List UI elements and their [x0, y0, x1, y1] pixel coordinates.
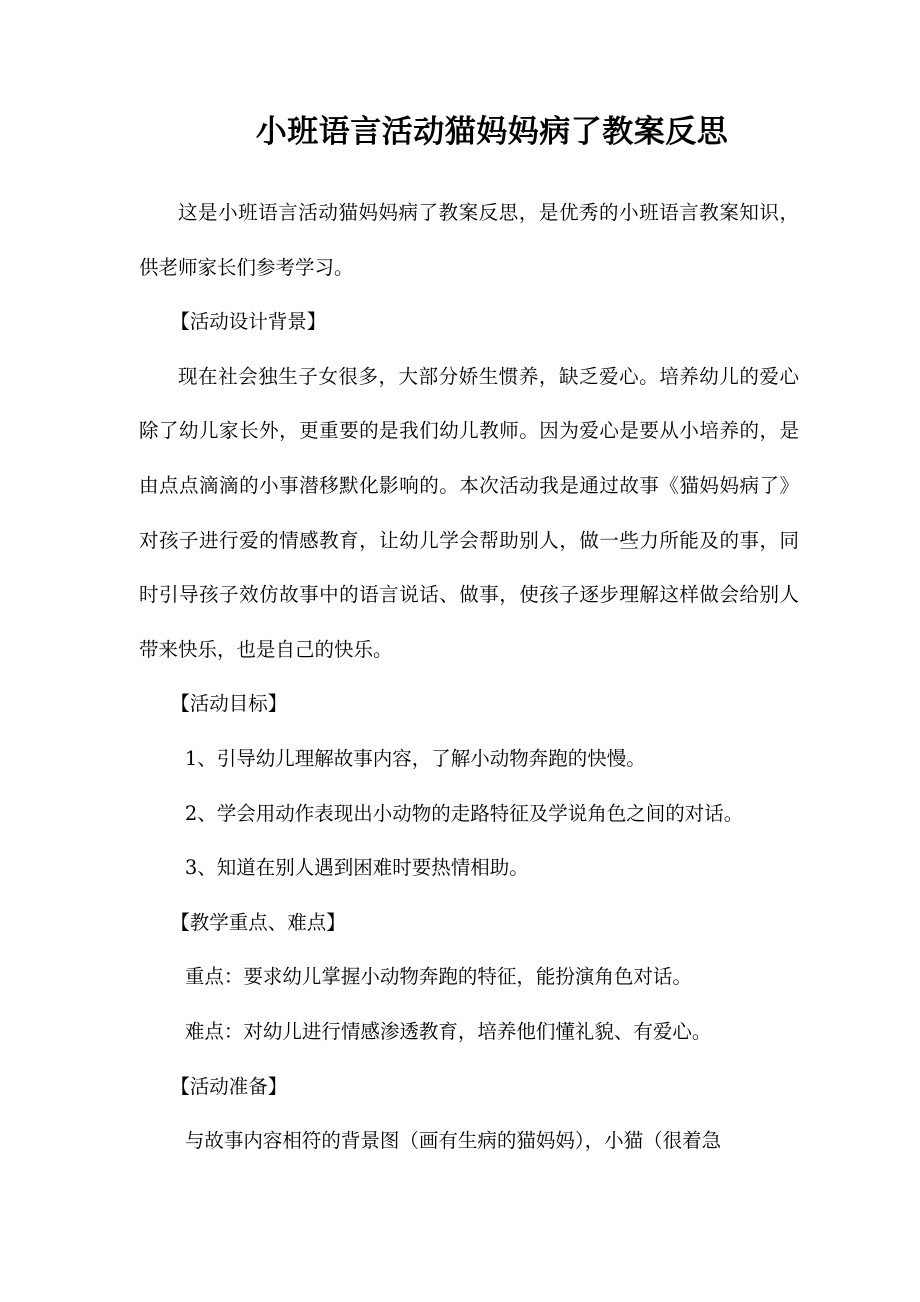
background-heading: 【活动设计背景】 — [170, 310, 327, 334]
goal-item: 1、引导幼儿理解故事内容，了解小动物奔跑的快慢。 — [184, 746, 646, 770]
document-body — [139, 186, 799, 1169]
goals-heading: 【活动目标】 — [170, 692, 288, 716]
preparation-heading: 【活动准备】 — [170, 1074, 288, 1098]
preparation-paragraph: 与故事内容相符的背景图（画有生病的猫妈妈），小猫（很着急 — [184, 1129, 722, 1153]
goal-item: 2、学会用动作表现出小动物的走路特征及学说角色之间的对话。 — [184, 801, 744, 825]
difficult-point-text: 难点：对幼儿进行情感渗透教育，培养他们懂礼貌、有爱心。 — [184, 1019, 712, 1043]
goal-item: 3、知道在别人遇到困难时要热情相助。 — [184, 856, 529, 880]
background-paragraph: 现在社会独生子女很多，大部分娇生惯养，缺乏爱心。培养幼儿的爱心除了幼儿家长外，更重要的是我们幼儿教师。因为爱心是要从小培养的，是由点点滴滴的小事潜移默化影响的。本次活动我是通过故事《猫妈妈病了》对孩子进行爱的情感教育，让幼儿学会帮助别人，做一些力所能及的事，同时引导孩子效仿故事中的语言说话、做事，使孩子逐步理解这样做会给别人带来快乐，也是自己的快乐。 — [139, 364, 799, 661]
intro-paragraph: 这是小班语言活动猫妈妈病了教案反思，是优秀的小班语言教案知识，供老师家长们参考学习。 — [139, 201, 799, 279]
key-points-heading: 【教学重点、难点】 — [170, 910, 346, 934]
key-point-text: 重点：要求幼儿掌握小动物奔跑的特征，能扮演角色对话。 — [184, 965, 692, 989]
document-title: 小班语言活动猫妈妈病了教案反思 — [255, 114, 729, 150]
